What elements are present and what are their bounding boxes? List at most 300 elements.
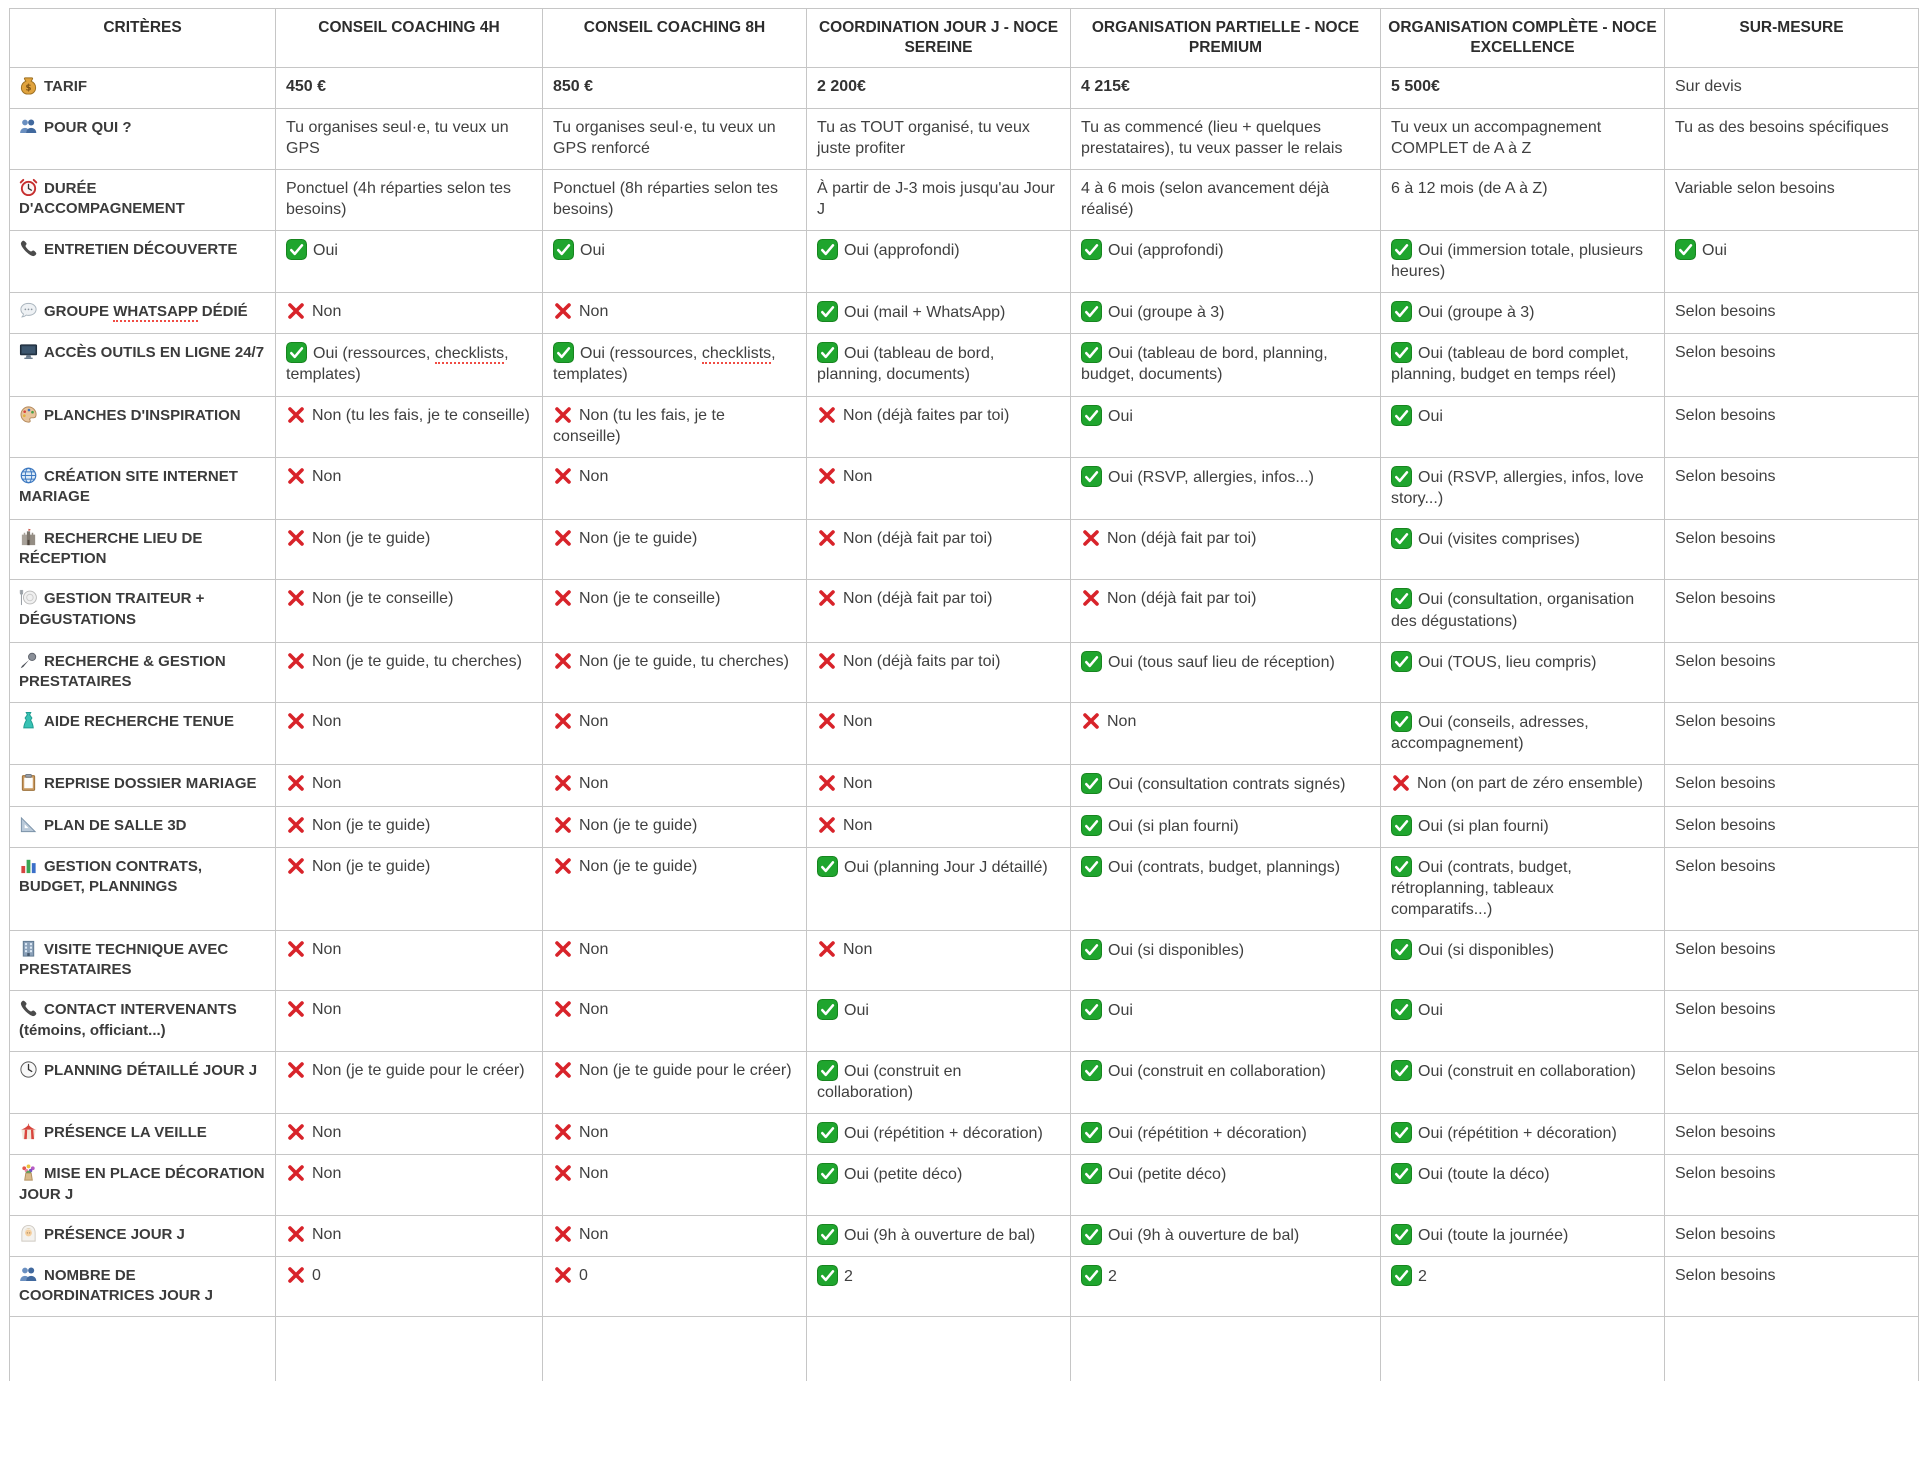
cross-icon (286, 773, 306, 793)
cell-text: Tu organises seul·e, tu veux un GPS (286, 118, 509, 157)
cross-icon (553, 939, 573, 959)
cell-text: PLANCHES D'INSPIRATION (44, 406, 241, 424)
value-cell (1071, 457, 1381, 519)
cell-text: 5 500€ (1391, 78, 1440, 96)
cross-icon (553, 1163, 573, 1183)
value-cell (543, 703, 807, 765)
value-cell (807, 1256, 1071, 1317)
cell-text: Non (579, 1225, 609, 1243)
value-cell (807, 169, 1071, 230)
cell-text: Selon besoins (1675, 652, 1776, 670)
table-row (10, 457, 1919, 519)
bouquet-icon (19, 1163, 38, 1182)
palette-icon (19, 405, 38, 424)
cell-text: AIDE RECHERCHE TENUE (44, 713, 235, 731)
value-cell (807, 68, 1071, 108)
cell-text: Tu veux un accompagnement COMPLET de A à Z (1391, 118, 1602, 157)
value-cell (1071, 930, 1381, 991)
clipboard-icon (19, 773, 38, 792)
cross-icon (286, 1122, 306, 1142)
value-cell (1071, 108, 1381, 169)
table-row (10, 765, 1919, 806)
value-cell (1381, 230, 1665, 292)
globe-icon (19, 466, 38, 485)
dress-icon (19, 711, 38, 730)
check-icon (1081, 301, 1102, 322)
value-cell (1665, 930, 1919, 991)
castle-icon (19, 528, 38, 547)
cell-text: Tu as des besoins spécifiques (1675, 118, 1889, 136)
cell-text: Non (je te guide pour le créer) (312, 1061, 525, 1079)
cell-text: Selon besoins (1675, 816, 1776, 834)
cell-text: Non (312, 1165, 342, 1183)
cell-text: Selon besoins (1675, 303, 1776, 321)
value-cell (807, 108, 1071, 169)
cross-icon (553, 1060, 573, 1080)
check-icon (1391, 1224, 1412, 1245)
cell-text: Oui (313, 241, 338, 259)
cell-text: Non (je te guide) (312, 816, 431, 834)
cell-text: Oui (si plan fourni) (1418, 817, 1549, 835)
cell-text: Non (déjà fait par toi) (1107, 590, 1257, 608)
cell-text: Non (je te guide) (579, 857, 698, 875)
cell-text: Non (312, 940, 342, 958)
cell-text: Selon besoins (1675, 775, 1776, 793)
row-label-cell (10, 519, 276, 580)
check-icon (817, 1060, 838, 1081)
cross-icon (1391, 773, 1411, 793)
value-cell (1381, 991, 1665, 1052)
cell-text: 450 € (286, 78, 327, 96)
value-cell (807, 293, 1071, 334)
row-label-cell (10, 230, 276, 292)
value-cell (807, 1317, 1071, 1382)
cell-text: Selon besoins (1675, 1061, 1776, 1079)
row-label-cell (10, 1114, 276, 1155)
table-row (10, 334, 1919, 396)
value-cell (276, 765, 543, 806)
cell-text: 2 200€ (817, 78, 866, 96)
column-header: ORGANISATION COMPLÈTE - NOCE EXCELLENCE (1381, 9, 1665, 68)
value-cell (276, 169, 543, 230)
value-cell (807, 806, 1071, 847)
value-cell (1381, 396, 1665, 457)
check-icon (1081, 939, 1102, 960)
cell-text: Non (843, 940, 873, 958)
check-icon (553, 239, 574, 260)
check-icon (1391, 815, 1412, 836)
cell-text: Non (je te guide) (579, 816, 698, 834)
table-row (10, 1155, 1919, 1216)
value-cell (1665, 1114, 1919, 1155)
row-label-cell (10, 68, 276, 108)
table-row (10, 806, 1919, 847)
value-cell (1071, 765, 1381, 806)
bar-chart-icon (19, 856, 38, 875)
value-cell (1381, 457, 1665, 519)
cell-text: Selon besoins (1675, 1266, 1776, 1284)
check-icon (817, 1163, 838, 1184)
check-icon (817, 1122, 838, 1143)
cell-text: Non (312, 303, 342, 321)
value-cell (276, 847, 543, 930)
check-icon (1081, 466, 1102, 487)
cross-icon (286, 528, 306, 548)
cross-icon (286, 1224, 306, 1244)
table-row (10, 1051, 1919, 1113)
value-cell (1071, 1256, 1381, 1317)
cross-icon (286, 856, 306, 876)
value-cell (1071, 806, 1381, 847)
cross-icon (553, 815, 573, 835)
check-icon (1081, 1224, 1102, 1245)
check-icon (817, 856, 838, 877)
check-icon (1675, 239, 1696, 260)
table-row (10, 642, 1919, 703)
value-cell (543, 930, 807, 991)
header-row (10, 9, 1919, 68)
value-cell (1071, 991, 1381, 1052)
cross-icon (286, 651, 306, 671)
partial-row (10, 1317, 1919, 1382)
cross-icon (286, 1265, 306, 1285)
check-icon (1391, 1122, 1412, 1143)
value-cell (543, 847, 807, 930)
value-cell (1381, 642, 1665, 703)
row-label-cell (10, 765, 276, 806)
cell-text: CONTACT INTERVENANTS (témoins, officiant...) (19, 1001, 237, 1039)
cell-text: Non (579, 940, 609, 958)
table-row (10, 230, 1919, 292)
value-cell (10, 1317, 276, 1382)
cell-text: TARIF (44, 78, 88, 96)
value-cell (1381, 1155, 1665, 1216)
table-row (10, 293, 1919, 334)
check-icon (1391, 239, 1412, 260)
cell-text: Non (579, 303, 609, 321)
value-cell (1071, 293, 1381, 334)
cell-text: Non (579, 1124, 609, 1142)
check-icon (1391, 856, 1412, 877)
alarm-clock-icon (19, 178, 38, 197)
value-cell (1665, 765, 1919, 806)
cell-text: Selon besoins (1675, 857, 1776, 875)
cell-text: Oui (si disponibles) (1418, 941, 1555, 959)
cell-text: PRÉSENCE JOUR J (44, 1225, 185, 1243)
cell-text: Oui (RSVP, allergies, infos...) (1108, 468, 1315, 486)
check-icon (817, 239, 838, 260)
row-label-cell (10, 991, 276, 1052)
cell-text: RECHERCHE LIEU DE RÉCEPTION (19, 529, 203, 568)
value-cell (1381, 765, 1665, 806)
check-icon (553, 342, 574, 363)
value-cell (1071, 642, 1381, 703)
cell-text: Oui (RSVP, allergies, infos, love story...) (1391, 468, 1644, 507)
cross-icon (1081, 528, 1101, 548)
check-icon (286, 239, 307, 260)
check-icon (1391, 1163, 1412, 1184)
cell-text: Oui (petite déco) (1108, 1166, 1227, 1184)
cell-text: Oui (tableau de bord, planning, budget, documents) (1081, 345, 1328, 384)
cross-icon (817, 711, 837, 731)
cell-text: 850 € (553, 78, 594, 96)
speech-balloon-icon (19, 301, 38, 320)
cross-icon (553, 301, 573, 321)
cell-text: Oui (si plan fourni) (1108, 817, 1239, 835)
value-cell (1381, 580, 1665, 642)
triangular-ruler-icon (19, 815, 38, 834)
column-header: CRITÈRES (10, 9, 276, 68)
row-label-cell (10, 457, 276, 519)
check-icon (1081, 1163, 1102, 1184)
cell-text: Non (tu les fais, je te conseille) (312, 406, 530, 424)
cell-text: Non (déjà fait par toi) (1107, 529, 1257, 547)
value-cell (276, 930, 543, 991)
value-cell (543, 293, 807, 334)
value-cell (276, 806, 543, 847)
check-icon (1391, 1060, 1412, 1081)
value-cell (1381, 1114, 1665, 1155)
cross-icon (553, 466, 573, 486)
value-cell (1071, 847, 1381, 930)
value-cell (1071, 396, 1381, 457)
value-cell (1665, 1317, 1919, 1382)
value-cell (807, 396, 1071, 457)
cell-text: Oui (tableau de bord, planning, documents) (817, 345, 995, 384)
row-label-cell (10, 930, 276, 991)
table-row (10, 703, 1919, 765)
cross-icon (1081, 711, 1101, 731)
value-cell (1665, 806, 1919, 847)
value-cell (807, 519, 1071, 580)
cell-text: Oui (répétition + décoration) (844, 1125, 1043, 1143)
cell-text: 4 à 6 mois (selon avancement déjà réalisé) (1081, 179, 1330, 218)
cell-text: Selon besoins (1675, 1165, 1776, 1183)
cell-text: Oui (approfondi) (844, 241, 960, 259)
value-cell (1665, 169, 1919, 230)
check-icon (1391, 939, 1412, 960)
cell-text: PRÉSENCE LA VEILLE (44, 1124, 207, 1142)
cell-text: Oui (immersion totale, plusieurs heures) (1391, 241, 1643, 281)
cell-text: GROUPE WHATSAPP DÉDIÉ (44, 303, 248, 321)
cell-text: Oui (9h à ouverture de bal) (1108, 1226, 1300, 1244)
table-row (10, 580, 1919, 642)
value-cell (543, 457, 807, 519)
value-cell (543, 991, 807, 1052)
check-icon (1391, 528, 1412, 549)
check-icon (1081, 405, 1102, 426)
value-cell (276, 1114, 543, 1155)
value-cell (276, 230, 543, 292)
value-cell (276, 334, 543, 396)
cross-icon (817, 466, 837, 486)
value-cell (1665, 519, 1919, 580)
check-icon (1391, 342, 1412, 363)
table-row (10, 169, 1919, 230)
value-cell (1381, 334, 1665, 396)
table-row (10, 108, 1919, 169)
value-cell (276, 457, 543, 519)
cell-text: Oui (844, 1002, 869, 1020)
table-row (10, 1114, 1919, 1155)
row-label-cell (10, 1256, 276, 1317)
value-cell (276, 293, 543, 334)
cell-text: Non (312, 713, 342, 731)
cross-icon (817, 405, 837, 425)
misspelled-word[interactable]: checklists (701, 345, 772, 363)
row-label-cell (10, 1051, 276, 1113)
value-cell (1381, 1256, 1665, 1317)
cell-text: Oui (contrats, budget, plannings) (1108, 858, 1341, 876)
value-cell (543, 230, 807, 292)
value-cell (1381, 108, 1665, 169)
value-cell (1071, 169, 1381, 230)
check-icon (1081, 1060, 1102, 1081)
value-cell (1665, 1155, 1919, 1216)
cell-text: Non (312, 1001, 342, 1019)
value-cell (807, 1051, 1071, 1113)
misspelled-word[interactable]: WHATSAPP (113, 303, 198, 321)
value-cell (1665, 580, 1919, 642)
value-cell (1381, 703, 1665, 765)
value-cell (276, 642, 543, 703)
value-cell (1071, 68, 1381, 108)
cell-text: Non (312, 1225, 342, 1243)
cell-text: Oui (construit en collaboration) (1108, 1062, 1326, 1080)
row-label-cell (10, 1215, 276, 1256)
cell-text: Tu as TOUT organisé, tu veux juste profiter (817, 118, 1030, 157)
table-row (10, 1215, 1919, 1256)
value-cell (1381, 293, 1665, 334)
cell-text: Oui (contrats, budget, rétroplanning, tableaux comparatifs...) (1391, 858, 1572, 918)
table-row (10, 930, 1919, 991)
two-people-icon (19, 117, 38, 136)
cell-text: Oui (construit en collaboration) (817, 1062, 962, 1102)
phone-icon (19, 239, 38, 258)
value-cell (1071, 519, 1381, 580)
cell-text: VISITE TECHNIQUE AVEC PRESTATAIRES (19, 940, 229, 979)
cell-text: Non (je te guide, tu cherches) (579, 652, 789, 670)
cross-icon (817, 939, 837, 959)
value-cell (543, 1256, 807, 1317)
cell-text: Non (843, 775, 873, 793)
value-cell (807, 580, 1071, 642)
cell-text: CRÉATION SITE INTERNET MARIAGE (19, 467, 238, 505)
cross-icon (286, 405, 306, 425)
value-cell (1665, 703, 1919, 765)
cell-text: Oui (tableau de bord complet, planning, budget en temps réel) (1391, 345, 1629, 384)
cross-icon (553, 711, 573, 731)
cell-text: Non (déjà faites par toi) (843, 406, 1010, 424)
cross-icon (553, 856, 573, 876)
row-label-cell (10, 806, 276, 847)
value-cell (1071, 1317, 1381, 1382)
value-cell (543, 396, 807, 457)
cell-text: Oui (conseils, adresses, accompagnement) (1391, 714, 1589, 753)
cell-text: Oui (1108, 407, 1133, 425)
value-cell (1665, 642, 1919, 703)
value-cell (543, 519, 807, 580)
cell-text: Selon besoins (1675, 940, 1776, 958)
cell-text: Non (579, 775, 609, 793)
cross-icon (286, 711, 306, 731)
value-cell (1381, 847, 1665, 930)
cell-text: Selon besoins (1675, 1225, 1776, 1243)
value-cell (807, 1114, 1071, 1155)
phone-icon (19, 999, 38, 1018)
cell-text: Selon besoins (1675, 590, 1776, 608)
cell-text: Non (312, 467, 342, 485)
cell-text: 0 (579, 1266, 588, 1284)
value-cell (276, 396, 543, 457)
cell-text: Non (déjà fait par toi) (843, 529, 993, 547)
table-header (10, 9, 1919, 68)
cell-text: Oui (ressources, checklists, templates) (553, 345, 776, 384)
cell-text: Non (579, 713, 609, 731)
value-cell (276, 68, 543, 108)
value-cell (276, 1155, 543, 1216)
cell-text: Oui (1702, 241, 1727, 259)
cell-text: Non (je te conseille) (579, 590, 721, 608)
table-row (10, 991, 1919, 1052)
misspelled-word[interactable]: checklists (434, 345, 505, 363)
cell-text: Selon besoins (1675, 1001, 1776, 1019)
cross-icon (553, 651, 573, 671)
value-cell (543, 1051, 807, 1113)
value-cell (1381, 1215, 1665, 1256)
check-icon (1391, 588, 1412, 609)
cross-icon (817, 815, 837, 835)
value-cell (543, 108, 807, 169)
table-body (10, 68, 1919, 1382)
cell-text: Oui (si disponibles) (1108, 941, 1245, 959)
cell-text: POUR QUI ? (44, 118, 132, 136)
value-cell (1665, 1051, 1919, 1113)
cell-text: PLAN DE SALLE 3D (44, 816, 187, 834)
value-cell (276, 991, 543, 1052)
cell-text: Non (déjà fait par toi) (843, 590, 993, 608)
fork-knife-plate-icon (19, 588, 38, 607)
check-icon (1081, 999, 1102, 1020)
check-icon (1081, 856, 1102, 877)
cell-text: Ponctuel (8h réparties selon tes besoins) (553, 179, 779, 218)
value-cell (1381, 930, 1665, 991)
column-header: SUR-MESURE (1665, 9, 1919, 68)
value-cell (1665, 1215, 1919, 1256)
cell-text: Oui (groupe à 3) (1108, 304, 1225, 322)
cell-text: Oui (ressources, checklists, templates) (286, 345, 509, 384)
check-icon (1391, 405, 1412, 426)
check-icon (817, 1265, 838, 1286)
check-icon (1081, 342, 1102, 363)
check-icon (1391, 711, 1412, 732)
cell-text: Oui (9h à ouverture de bal) (844, 1226, 1036, 1244)
value-cell (543, 1114, 807, 1155)
value-cell (276, 1317, 543, 1382)
cell-text: PLANNING DÉTAILLÉ JOUR J (44, 1061, 258, 1079)
cell-text: RECHERCHE & GESTION PRESTATAIRES (19, 652, 226, 690)
cell-text: Non (312, 1124, 342, 1142)
cell-text: Oui (1418, 1002, 1443, 1020)
cell-text: Selon besoins (1675, 344, 1776, 362)
value-cell (1071, 1114, 1381, 1155)
cell-text: Non (je te guide) (579, 529, 698, 547)
cell-text: 6 à 12 mois (de A à Z) (1391, 179, 1548, 197)
value-cell (1381, 519, 1665, 580)
bride-icon (19, 1224, 38, 1243)
value-cell (1381, 806, 1665, 847)
value-cell (276, 519, 543, 580)
